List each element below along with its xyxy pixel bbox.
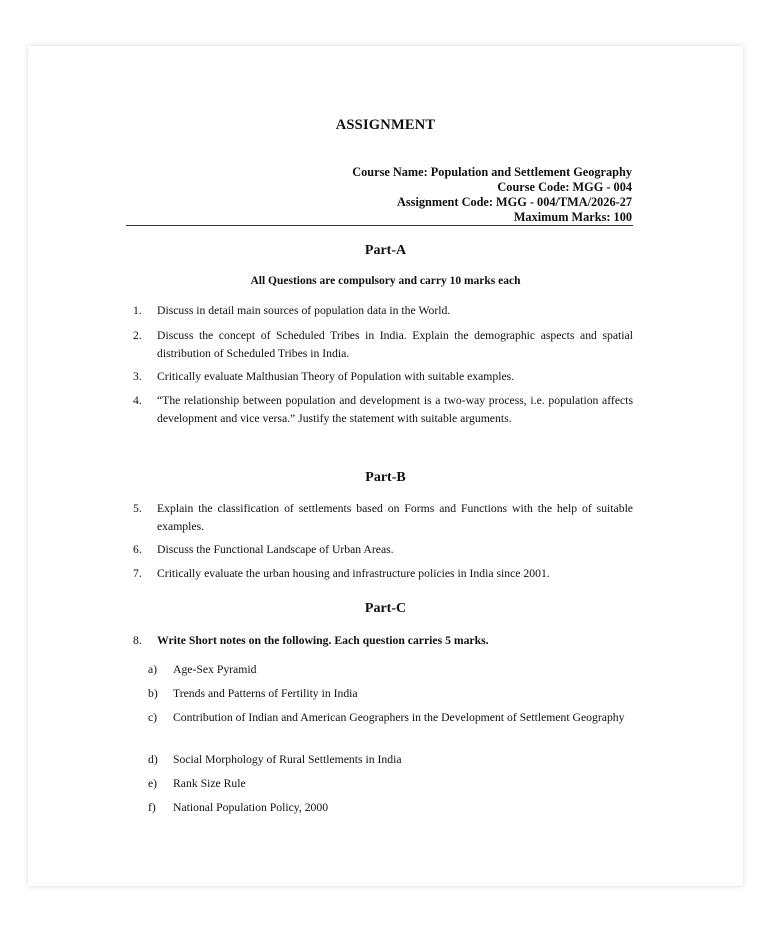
question-text: Discuss the Functional Landscape of Urban Areas.	[157, 543, 394, 556]
subitem-letter: e)	[148, 777, 158, 790]
subitem-letter: d)	[148, 753, 158, 766]
subitem-d	[148, 751, 633, 769]
subitem-text: Contribution of Indian and American Geographers in the Development of Settlement Geography	[173, 711, 625, 724]
question-text: Critically evaluate Malthusian Theory of Population with suitable examples.	[157, 370, 515, 383]
question-6	[133, 541, 633, 559]
subitem-letter: b)	[148, 687, 158, 700]
subitem-letter: c)	[148, 711, 158, 724]
course-code: Course Code: MGG - 004	[497, 180, 632, 194]
question-number: 7.	[133, 567, 142, 580]
question-number: 4.	[133, 394, 142, 407]
course-name: Course Name: Population and Settlement Geography	[352, 165, 632, 179]
part-c-heading: Part-C	[364, 601, 407, 616]
question-5	[133, 500, 633, 535]
question-text: Discuss the concept of Scheduled Tribes in India. Explain the demographic aspects and spatial distribution of Scheduled Tribes in India.	[157, 329, 633, 360]
course-details	[352, 165, 632, 225]
question-8	[133, 632, 633, 650]
question-number: 6.	[133, 543, 142, 556]
question-text: Discuss in detail main sources of population data in the World.	[157, 304, 451, 317]
subitem-letter: a)	[148, 663, 158, 676]
subitem-e	[148, 775, 633, 793]
subitem-text: National Population Policy, 2000	[173, 801, 329, 814]
header-divider	[126, 225, 633, 226]
question-text: “The relationship between population and development is a two-way process, i.e. population affects development and vice versa.” Justify the statement with suitable arguments.	[157, 394, 633, 425]
subitem-a	[148, 661, 633, 679]
document-title: ASSIGNMENT	[335, 117, 436, 133]
subitem-b	[148, 685, 633, 703]
question-1	[133, 302, 633, 320]
part-a-instruction: All Questions are compulsory and carry 10 marks each	[250, 275, 521, 287]
subitem-text: Social Morphology of Rural Settlements in India	[173, 753, 402, 766]
part-b-heading: Part-B	[365, 470, 406, 485]
question-number: 2.	[133, 329, 142, 342]
subitem-f	[148, 799, 633, 817]
question-number: 3.	[133, 370, 142, 383]
question-7	[133, 565, 633, 583]
subitem-text: Trends and Patterns of Fertility in India	[173, 687, 358, 700]
question-number: 1.	[133, 304, 142, 317]
question-3	[133, 368, 633, 386]
part-a-heading: Part-A	[364, 243, 407, 258]
subitem-c	[148, 709, 633, 727]
subitem-letter: f)	[148, 801, 156, 814]
question-2	[133, 327, 633, 362]
question-text: Explain the classification of settlements based on Forms and Functions with the help of suitable examples.	[157, 502, 633, 533]
question-text: Critically evaluate the urban housing and infrastructure policies in India since 2001.	[157, 567, 550, 580]
question-text: Write Short notes on the following. Each question carries 5 marks.	[157, 634, 489, 647]
question-number: 8.	[133, 634, 142, 647]
assignment-code: Assignment Code: MGG - 004/TMA/2026-27	[397, 195, 632, 209]
question-number: 5.	[133, 502, 142, 515]
subitem-text: Age-Sex Pyramid	[173, 663, 257, 676]
assignment-page	[28, 46, 743, 886]
maximum-marks: Maximum Marks: 100	[513, 210, 632, 224]
subitem-text: Rank Size Rule	[173, 777, 246, 790]
question-4	[133, 392, 633, 427]
